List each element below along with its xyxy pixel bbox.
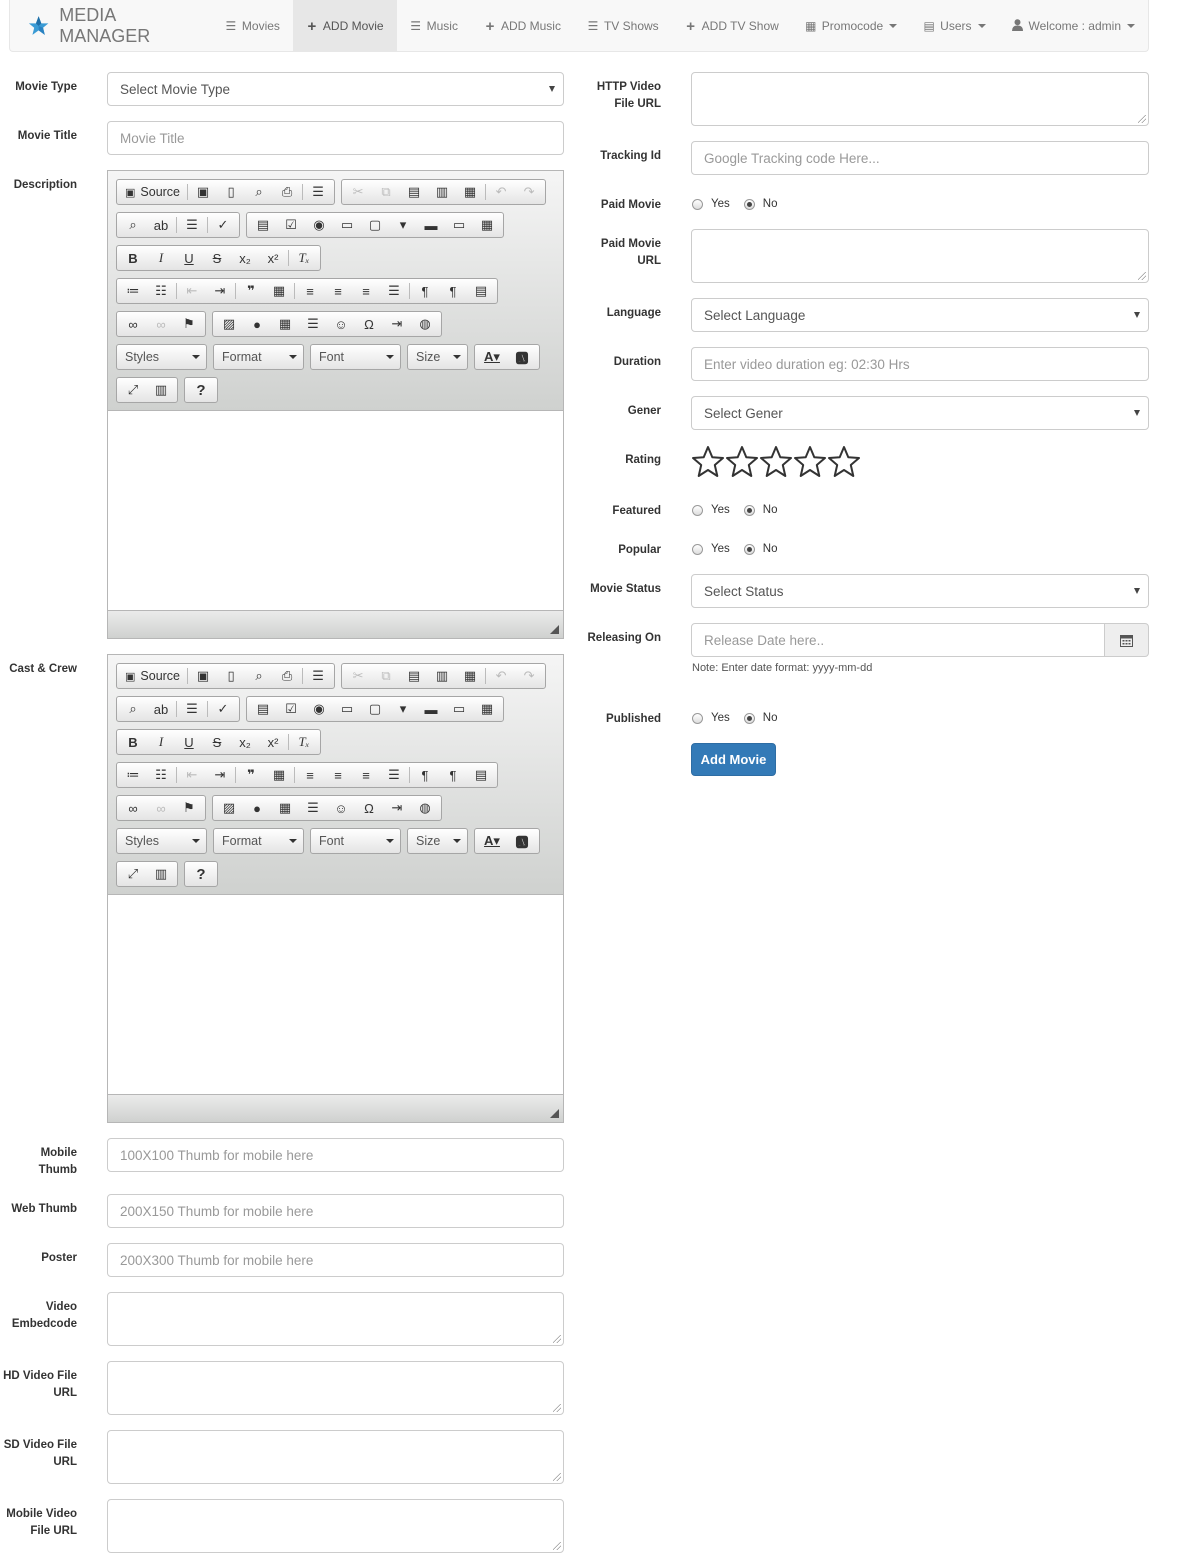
table-icon[interactable]: ▦ [278, 316, 292, 331]
video-embed-textarea[interactable] [107, 1292, 564, 1346]
save-icon[interactable]: ▣ [196, 668, 210, 683]
star-icon[interactable] [691, 445, 725, 479]
plus-icon: + [307, 17, 317, 35]
poster-placeholder: 200X300 Thumb for mobile here [120, 1252, 314, 1268]
bulleted-list-icon[interactable]: ☷ [155, 767, 167, 782]
paste-word-icon[interactable]: ▦ [463, 668, 477, 683]
maximize-icon[interactable]: ⤢ [127, 382, 139, 397]
blockquote-icon[interactable]: ❞ [247, 767, 255, 782]
numbered-list-icon[interactable]: ≔ [126, 283, 140, 298]
source-button[interactable] [119, 180, 186, 204]
underline-icon[interactable]: U [184, 734, 194, 750]
redo-icon[interactable]: ↷ [523, 184, 535, 199]
video-embed-label: Video Embedcode [11, 1301, 77, 1330]
underline-icon[interactable]: U [184, 250, 194, 266]
div-icon[interactable]: ▦ [272, 283, 286, 298]
nav-users[interactable] [910, 0, 998, 52]
nav-label: ADD TV Show [701, 19, 779, 33]
print-icon[interactable]: ⎙ [281, 668, 293, 683]
status-value: Select Status [704, 583, 784, 599]
rtl-icon[interactable]: ¶ [449, 767, 457, 783]
star-logo-icon [28, 14, 49, 38]
language-select[interactable] [691, 298, 1149, 332]
caret-down-icon [889, 24, 897, 28]
replace-icon[interactable]: ab [153, 217, 169, 233]
maximize-icon[interactable]: ⤢ [127, 866, 139, 881]
form-icon[interactable]: ▤ [256, 701, 270, 716]
featured-radio-group [692, 504, 791, 516]
link-icon[interactable]: ∞ [128, 316, 138, 332]
duration-placeholder: Enter video duration eg: 02:30 Hrs [704, 356, 910, 372]
styles-label: Styles [125, 834, 160, 848]
smiley-icon[interactable]: ☺ [334, 800, 348, 816]
image-icon[interactable]: ▨ [222, 800, 236, 815]
nav-label: Welcome : admin [1028, 19, 1121, 33]
duration-label: Duration [613, 356, 661, 368]
help-icon[interactable]: ? [196, 865, 206, 883]
nav-welcome-user[interactable] [999, 0, 1148, 52]
gener-label: Gener [627, 405, 661, 417]
remove-format-icon[interactable]: Tₓ [298, 250, 310, 265]
strike-icon[interactable]: S [212, 250, 222, 266]
movie-title-placeholder: Movie Title [120, 130, 185, 146]
user-icon [1012, 19, 1024, 34]
caret-down-icon [192, 839, 200, 843]
spellcheck-icon[interactable]: ✓ [217, 701, 229, 716]
language-value: Select Language [704, 307, 806, 323]
calendar-icon [1120, 634, 1133, 647]
list-icon: ☰ [587, 19, 599, 33]
source-button[interactable] [119, 664, 186, 688]
spellcheck-icon[interactable]: ✓ [217, 217, 229, 232]
published-label: Published [606, 713, 661, 725]
outdent-icon[interactable]: ⇤ [186, 767, 198, 782]
top-navbar [9, 0, 1149, 52]
language-icon[interactable]: ▤ [474, 767, 488, 782]
caret-down-icon [453, 839, 461, 843]
italic-icon[interactable]: I [158, 734, 164, 749]
source-icon: ▣ [125, 186, 136, 199]
undo-icon[interactable]: ↶ [495, 184, 507, 199]
image-icon[interactable]: ▨ [222, 316, 236, 331]
cut-icon[interactable]: ✂ [352, 668, 364, 683]
copy-icon[interactable]: ⧉ [381, 184, 391, 199]
plus-icon: + [485, 17, 495, 35]
radio-icon[interactable]: ◉ [313, 217, 325, 232]
styles-combo[interactable] [116, 828, 207, 854]
hd-url-textarea[interactable] [107, 1361, 564, 1415]
nav-label: Users [940, 19, 972, 33]
star-icon[interactable] [759, 445, 793, 479]
redo-icon[interactable]: ↷ [523, 668, 535, 683]
save-icon[interactable]: ▣ [196, 184, 210, 199]
web-thumb-input[interactable] [107, 1194, 564, 1228]
editor-bottom-bar [108, 610, 563, 638]
caret-down-icon [386, 355, 394, 359]
textfield-icon[interactable]: ▭ [340, 217, 354, 232]
editor-content-area[interactable] [108, 895, 563, 1095]
popular-label: Popular [618, 544, 661, 556]
select-field-icon[interactable]: ▾ [399, 701, 407, 716]
popular-no-label: No [762, 543, 778, 555]
resize-handle-icon[interactable] [1138, 272, 1146, 280]
list-icon: ☰ [225, 19, 237, 33]
numbered-list-icon[interactable]: ≔ [126, 767, 140, 782]
format-label: Format [222, 350, 262, 364]
mobile-thumb-placeholder: 100X100 Thumb for mobile here [120, 1147, 314, 1163]
sd-url-label: SD Video File URL [3, 1439, 77, 1468]
nav-promocode[interactable] [792, 0, 910, 52]
anchor-flag-icon[interactable]: ⚑ [183, 800, 195, 815]
published-yes-label: Yes [711, 712, 730, 724]
movie-type-label: Movie Type [15, 81, 77, 93]
horizontal-line-icon[interactable]: ☰ [307, 316, 319, 331]
superscript-icon[interactable]: x² [267, 734, 279, 750]
sd-url-textarea[interactable] [107, 1430, 564, 1484]
caret-down-icon [1127, 24, 1135, 28]
web-thumb-label: Web Thumb [11, 1203, 77, 1215]
format-combo[interactable] [213, 344, 304, 370]
tracking-label: Tracking Id [600, 150, 661, 162]
paste-icon[interactable]: ▤ [407, 668, 421, 683]
anchor-flag-icon[interactable]: ⚑ [183, 316, 195, 331]
align-justify-icon[interactable]: ☰ [388, 767, 400, 782]
calendar-button[interactable] [1104, 623, 1149, 657]
resize-handle-icon[interactable] [1138, 115, 1146, 123]
hidden-field-icon[interactable]: ▦ [480, 701, 494, 716]
bg-color-icon[interactable]: 🅰 [515, 834, 529, 850]
outdent-icon[interactable]: ⇤ [186, 283, 198, 298]
templates-icon[interactable]: ☰ [312, 184, 324, 199]
bg-color-icon[interactable]: 🅰 [515, 350, 529, 366]
release-date-group [691, 623, 1149, 657]
featured-no-label: No [762, 504, 778, 516]
resize-handle-icon[interactable] [553, 1542, 561, 1550]
align-center-icon[interactable]: ≡ [334, 283, 342, 299]
caret-down-icon [289, 355, 297, 359]
radio-icon[interactable]: ◉ [313, 701, 325, 716]
textarea-icon[interactable]: ▢ [368, 217, 382, 232]
page-break-icon[interactable]: ⇥ [391, 316, 403, 331]
nav-tv-shows[interactable] [574, 0, 672, 52]
source-label: Source [140, 669, 181, 683]
nav-label: Promocode [821, 19, 884, 33]
iframe-icon[interactable]: ◍ [419, 316, 431, 331]
releasing-label: Releasing On [587, 632, 661, 644]
paid-movie-yes-radio[interactable] [692, 199, 703, 210]
paid-url-label: Paid Movie URL [600, 238, 661, 267]
bulleted-list-icon[interactable]: ☷ [155, 283, 167, 298]
date-format-note: Note: Enter date format: yyyy-mm-dd [692, 662, 873, 674]
editor-toolbar [108, 171, 563, 411]
duration-input[interactable] [691, 347, 1149, 381]
http-url-label: HTTP Video File URL [596, 81, 661, 110]
smiley-icon[interactable]: ☺ [334, 316, 348, 332]
chevron-down-icon [549, 86, 555, 92]
featured-label: Featured [612, 505, 661, 517]
http-url-textarea[interactable] [691, 72, 1149, 126]
ltr-icon[interactable]: ¶ [421, 767, 429, 783]
list-icon: ☰ [410, 19, 421, 33]
editor-bottom-bar [108, 1094, 563, 1122]
mobile-url-textarea[interactable] [107, 1499, 564, 1553]
size-combo[interactable] [407, 344, 468, 370]
tracking-input[interactable] [691, 141, 1149, 175]
subscript-icon[interactable]: x₂ [239, 734, 251, 750]
paid-url-textarea[interactable] [691, 229, 1149, 283]
editor-toolbar [108, 655, 563, 895]
caret-down-icon [453, 355, 461, 359]
button-field-icon[interactable]: ▬ [424, 217, 438, 233]
nav-music[interactable] [397, 0, 471, 52]
preview-icon[interactable]: ⌕ [255, 668, 263, 683]
paid-movie-label: Paid Movie [600, 199, 661, 211]
status-select[interactable] [691, 574, 1149, 608]
paste-text-icon[interactable]: ▥ [435, 668, 449, 683]
movie-type-value: Select Movie Type [120, 81, 231, 97]
caret-down-icon [386, 839, 394, 843]
rating-stars [691, 445, 861, 479]
movie-type-select[interactable] [107, 72, 564, 106]
featured-no-radio[interactable] [744, 505, 755, 516]
indent-icon[interactable]: ⇥ [214, 283, 226, 298]
textarea-icon[interactable]: ▢ [368, 701, 382, 716]
star-icon[interactable] [793, 445, 827, 479]
help-icon[interactable]: ? [196, 381, 206, 399]
nav-add-tv-show[interactable] [672, 0, 792, 52]
published-yes-radio[interactable] [692, 713, 703, 724]
paste-word-icon[interactable]: ▦ [463, 184, 477, 199]
align-justify-icon[interactable]: ☰ [388, 283, 400, 298]
bold-icon[interactable]: B [128, 734, 138, 750]
indent-icon[interactable]: ⇥ [214, 767, 226, 782]
gener-select[interactable] [691, 396, 1149, 430]
unlink-icon[interactable]: ∞ [156, 316, 166, 332]
font-label: Font [319, 350, 345, 364]
mobile-url-label: Mobile Video File URL [6, 1508, 77, 1537]
star-icon[interactable] [725, 445, 759, 479]
page-break-icon[interactable]: ⇥ [391, 800, 403, 815]
size-label: Size [416, 350, 441, 364]
web-thumb-placeholder: 200X150 Thumb for mobile here [120, 1203, 314, 1219]
styles-label: Styles [125, 350, 160, 364]
hd-url-label: HD Video File URL [3, 1370, 77, 1399]
size-combo[interactable] [407, 828, 468, 854]
status-label: Movie Status [590, 583, 661, 595]
published-no-label: No [762, 712, 778, 724]
mobile-thumb-input[interactable] [107, 1138, 564, 1172]
paid-movie-radio-group [692, 198, 791, 210]
select-field-icon[interactable]: ▾ [399, 217, 407, 232]
table-icon[interactable]: ▦ [278, 800, 292, 815]
select-all-icon[interactable]: ☰ [186, 217, 198, 232]
checkbox-icon[interactable]: ☑ [285, 217, 297, 232]
new-page-icon[interactable]: ▯ [227, 184, 235, 199]
movie-title-label: Movie Title [17, 130, 77, 142]
font-combo[interactable] [310, 828, 401, 854]
bold-icon[interactable]: B [128, 250, 138, 266]
mobile-thumb-label: Mobile Thumb [38, 1147, 77, 1176]
add-movie-button[interactable]: Add Movie [691, 743, 776, 776]
language-icon[interactable]: ▤ [474, 283, 488, 298]
movie-title-input[interactable] [107, 121, 564, 155]
popular-radio-group [692, 543, 791, 555]
size-label: Size [416, 834, 441, 848]
cast-crew-label: Cast & Crew [9, 663, 77, 675]
poster-label: Poster [41, 1252, 77, 1264]
print-icon[interactable]: ⎙ [281, 184, 293, 199]
paid-movie-yes-label: Yes [711, 198, 730, 210]
nav-add-music[interactable] [471, 0, 574, 52]
templates-icon[interactable]: ☰ [312, 668, 324, 683]
paid-movie-no-radio[interactable] [744, 199, 755, 210]
language-label: Language [606, 307, 661, 319]
resize-handle-icon[interactable] [553, 1404, 561, 1412]
iframe-icon[interactable]: ◍ [419, 800, 431, 815]
release-date-placeholder: Release Date here.. [704, 632, 825, 648]
brand[interactable] [10, 0, 212, 52]
popular-no-radio[interactable] [744, 544, 755, 555]
paste-text-icon[interactable]: ▥ [435, 184, 449, 199]
superscript-icon[interactable]: x² [267, 250, 279, 266]
paid-movie-no-label: No [762, 198, 778, 210]
nav-label: ADD Music [500, 19, 561, 33]
release-date-input[interactable] [691, 623, 1106, 657]
plus-icon: + [686, 17, 696, 35]
blockquote-icon[interactable]: ❞ [247, 283, 255, 298]
find-icon[interactable]: ⌕ [129, 701, 137, 716]
caret-down-icon [192, 355, 200, 359]
nav-label: Movies [241, 19, 280, 33]
cast-crew-editor [107, 654, 564, 1123]
chevron-down-icon [1134, 410, 1140, 416]
nav-label: TV Shows [603, 19, 659, 33]
rtl-icon[interactable]: ¶ [449, 283, 457, 299]
align-center-icon[interactable]: ≡ [334, 767, 342, 783]
published-radio-group [692, 712, 791, 724]
special-char-icon[interactable]: Ω [364, 316, 374, 332]
description-editor [107, 170, 564, 639]
published-no-radio[interactable] [744, 713, 755, 724]
hidden-field-icon[interactable]: ▦ [480, 217, 494, 232]
remove-format-icon[interactable]: Tₓ [298, 734, 310, 749]
chevron-down-icon [1134, 588, 1140, 594]
checkbox-icon[interactable]: ☑ [285, 701, 297, 716]
div-icon[interactable]: ▦ [272, 767, 286, 782]
font-label: Font [319, 834, 345, 848]
source-label: Source [140, 185, 181, 199]
resize-grip-icon[interactable] [550, 1109, 559, 1118]
undo-icon[interactable]: ↶ [495, 668, 507, 683]
show-blocks-icon[interactable]: ▥ [154, 866, 168, 881]
tracking-placeholder: Google Tracking code Here... [704, 150, 880, 166]
horizontal-line-icon[interactable]: ☰ [307, 800, 319, 815]
featured-yes-radio[interactable] [692, 505, 703, 516]
format-combo[interactable] [213, 828, 304, 854]
gener-value: Select Gener [704, 405, 783, 421]
paste-icon[interactable]: ▤ [407, 184, 421, 199]
list-alt-icon: ▤ [923, 19, 935, 33]
find-icon[interactable]: ⌕ [129, 217, 137, 232]
resize-grip-icon[interactable] [550, 625, 559, 634]
unlink-icon[interactable]: ∞ [156, 800, 166, 816]
featured-yes-label: Yes [711, 504, 730, 516]
caret-down-icon [978, 24, 986, 28]
source-icon: ▣ [125, 670, 136, 683]
select-all-icon[interactable]: ☰ [186, 701, 198, 716]
nav-add-movie[interactable] [293, 0, 397, 52]
italic-icon[interactable]: I [158, 250, 164, 265]
preview-icon[interactable]: ⌕ [255, 184, 263, 199]
nav-label: ADD Movie [322, 19, 384, 33]
flash-icon[interactable]: ● [253, 316, 261, 332]
cut-icon[interactable]: ✂ [352, 184, 364, 199]
textfield-icon[interactable]: ▭ [340, 701, 354, 716]
show-blocks-icon[interactable]: ▥ [154, 382, 168, 397]
styles-combo[interactable] [116, 344, 207, 370]
button-field-icon[interactable]: ▬ [424, 701, 438, 717]
caret-down-icon [289, 839, 297, 843]
copy-icon[interactable]: ⧉ [381, 668, 391, 683]
text-color-icon[interactable]: A▾ [484, 833, 500, 848]
image-button-icon[interactable]: ▭ [452, 217, 466, 232]
format-label: Format [222, 834, 262, 848]
subscript-icon[interactable]: x₂ [239, 250, 251, 266]
description-label: Description [13, 179, 77, 191]
flash-icon[interactable]: ● [253, 800, 261, 816]
align-right-icon[interactable]: ≡ [362, 283, 370, 299]
replace-icon[interactable]: ab [153, 701, 169, 717]
resize-handle-icon[interactable] [553, 1473, 561, 1481]
nav-movies[interactable] [212, 0, 293, 52]
text-color-icon[interactable]: A▾ [484, 349, 500, 364]
form-icon[interactable]: ▤ [256, 217, 270, 232]
chevron-down-icon [1134, 312, 1140, 318]
image-button-icon[interactable]: ▭ [452, 701, 466, 716]
editor-content-area[interactable] [108, 411, 563, 611]
nav-label: Music [426, 19, 458, 33]
brand-title: MEDIA MANAGER [59, 5, 151, 46]
special-char-icon[interactable]: Ω [364, 800, 374, 816]
strike-icon[interactable]: S [212, 734, 222, 750]
align-right-icon[interactable]: ≡ [362, 767, 370, 783]
font-combo[interactable] [310, 344, 401, 370]
ltr-icon[interactable]: ¶ [421, 283, 429, 299]
qrcode-icon: ▦ [805, 19, 817, 33]
align-left-icon[interactable]: ≡ [306, 767, 314, 783]
align-left-icon[interactable]: ≡ [306, 283, 314, 299]
star-icon[interactable] [827, 445, 861, 479]
popular-yes-label: Yes [711, 543, 730, 555]
new-page-icon[interactable]: ▯ [227, 668, 235, 683]
resize-handle-icon[interactable] [553, 1335, 561, 1343]
poster-input[interactable] [107, 1243, 564, 1277]
rating-label: Rating [625, 454, 661, 466]
popular-yes-radio[interactable] [692, 544, 703, 555]
link-icon[interactable]: ∞ [128, 800, 138, 816]
